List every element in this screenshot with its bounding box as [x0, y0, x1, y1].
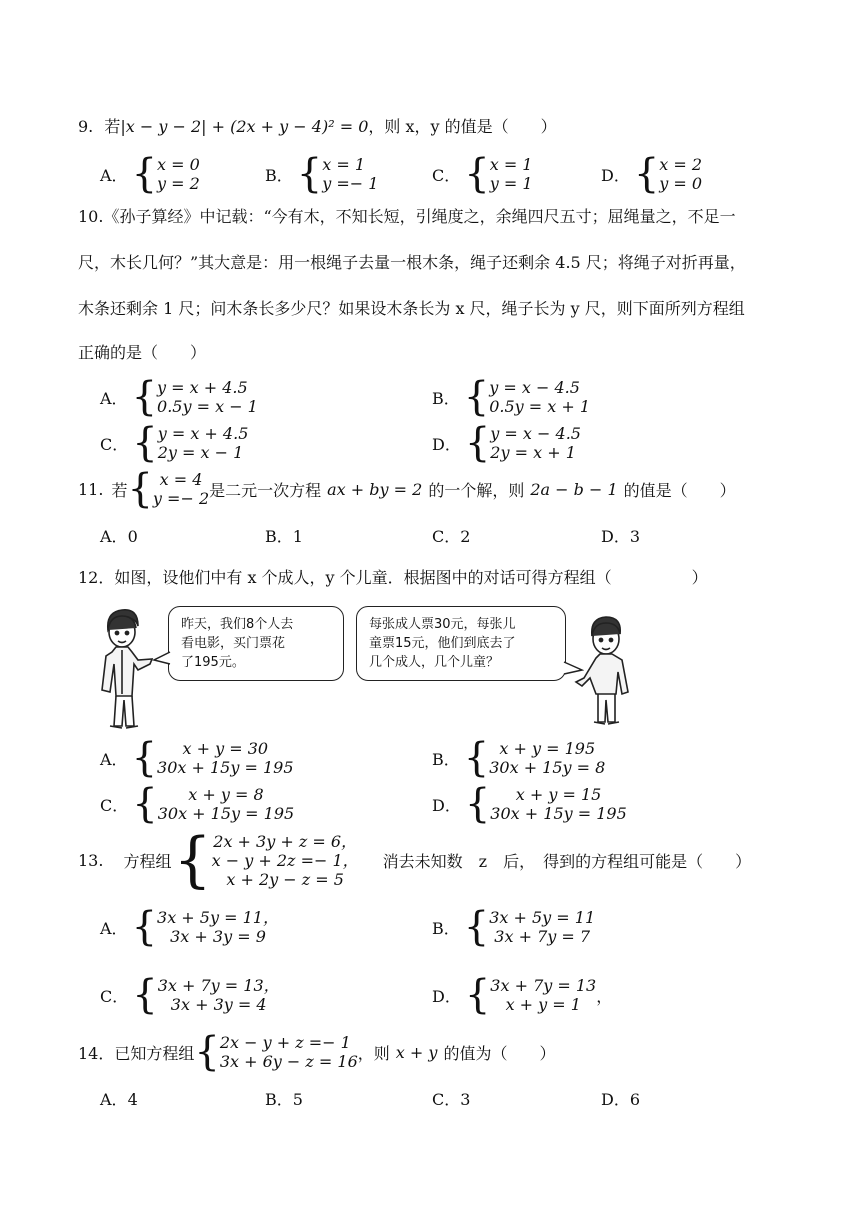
math-expression: 2a − b − 1: [530, 479, 618, 499]
q10-option-c[interactable]: C． { y = x + 4.5 2y = x − 1: [100, 420, 249, 466]
bubble-pointer-left: [152, 650, 172, 668]
q11-option-c[interactable]: C．2: [432, 527, 471, 546]
question-10-line-3: 木条还剩余 1 尺；问木条长多少尺？如果设木条长为 x 尺，绳子长为 y 尺，则下面所列方程组: [78, 299, 745, 318]
question-14: 14．已知方程组 { 2x − y + z =− 1 3x + 6y − z = 16 ，则 x + y 的值为（ ）: [78, 1029, 556, 1075]
q13-option-a[interactable]: A． { 3x + 5y = 11， 3x + 3y = 9: [100, 904, 279, 950]
math-expression: |x − y − 2| + (2x + y − 4)² = 0: [120, 117, 369, 136]
question-10-line-2: 尺，木长几何？”其大意是：用一根绳子去量一根木条，绳子还剩余 4.5 尺；将绳子对折再量，: [78, 253, 746, 272]
q14-option-c[interactable]: C．3: [432, 1090, 471, 1109]
q10-option-a[interactable]: A． { y = x + 4.5 0.5y = x − 1: [100, 374, 258, 420]
question-9: 9. 若|x − y − 2| + (2x + y − 4)² = 0，则 x，y 的值是（ ）: [78, 117, 557, 136]
boy-right-illustration: [572, 612, 638, 728]
q9-option-d[interactable]: D． { x = 2 y = 0: [601, 151, 703, 197]
q13-option-d[interactable]: D． { 3x + 7y = 13 x + y = 1 ，: [432, 972, 613, 1018]
question-11: 11. 若 { x = 4 y =− 2 是二元一次方程 ax + by = 2 的一个解，则 2a − b − 1 的值是（ ）: [78, 466, 736, 512]
q11-option-d[interactable]: D．3: [601, 527, 641, 546]
q14-option-a[interactable]: A．4: [100, 1090, 138, 1109]
q11-option-a[interactable]: A．0: [100, 527, 138, 546]
q12-option-a[interactable]: A． { x + y = 30 30x + 15y = 195: [100, 735, 294, 781]
q12-option-d[interactable]: D． { x + y = 15 30x + 15y = 195: [432, 781, 627, 827]
q14-option-b[interactable]: B．5: [265, 1090, 303, 1109]
q13-option-c[interactable]: C． { 3x + 7y = 13， 3x + 3y = 4: [100, 972, 280, 1018]
q9-option-a[interactable]: A． { x = 0 y = 2: [100, 151, 200, 197]
math-expression: x + y: [395, 1042, 438, 1062]
q12-option-c[interactable]: C． { x + y = 8 30x + 15y = 195: [100, 781, 295, 827]
question-10-line-1: 10.《孙子算经》中记载：“今有木，不知长短，引绳度之，余绳四尺五寸；屈绳量之，不足一: [78, 207, 736, 226]
question-number: 13.: [78, 850, 104, 870]
q11-option-b[interactable]: B．1: [265, 527, 303, 546]
q10-option-b[interactable]: B． { y = x − 4.5 0.5y = x + 1: [432, 374, 591, 420]
math-expression: ax + by = 2: [327, 479, 423, 499]
question-13: 13. 方程组 { 2x + 3y + z = 6， x − y + 2z =− 1， x + 2y − z = 5 消去未知数 z 后， 得到的方程组可能是（ ）: [78, 825, 752, 895]
question-12: 12．如图，设他们中有 x 个成人，y 个儿童．根据图中的对话可得方程组（ ）: [78, 568, 708, 587]
question-10-line-4: 正确的是（ ）: [78, 343, 207, 362]
q13-option-b[interactable]: B． { 3x + 5y = 11 3x + 7y = 7: [432, 904, 596, 950]
speech-bubble-left: 昨天，我们8个人去 看电影，买门票花 了195元。: [168, 606, 344, 681]
q12-option-b[interactable]: B． { x + y = 195 30x + 15y = 8: [432, 735, 606, 781]
q9-option-b[interactable]: B． { x = 1 y =− 1: [265, 151, 379, 197]
question-number: 9.: [78, 117, 94, 136]
question-number: 11.: [78, 479, 104, 499]
q14-option-d[interactable]: D．6: [601, 1090, 641, 1109]
speech-bubble-right: 每张成人票30元，每张儿 童票15元，他们到底去了 几个成人，几个儿童？: [356, 606, 566, 681]
boy-left-illustration: [92, 604, 164, 732]
q10-option-d[interactable]: D． { y = x − 4.5 2y = x + 1: [432, 420, 581, 466]
q9-option-c[interactable]: C． { x = 1 y = 1: [432, 151, 533, 197]
